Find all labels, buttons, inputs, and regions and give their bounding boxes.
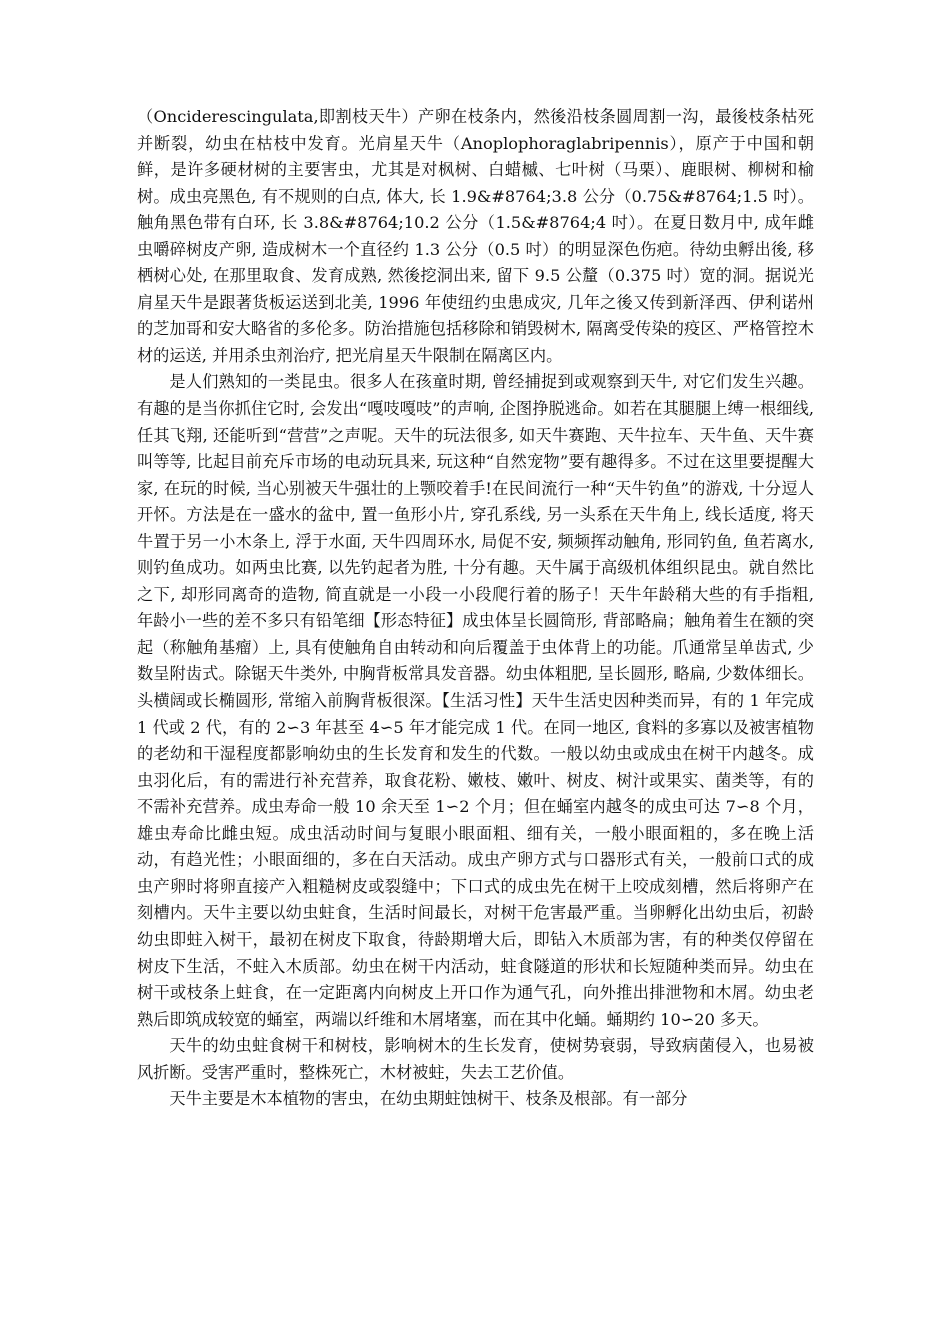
document-page xyxy=(137,104,814,1113)
paragraph-4: 天牛主要是木本植物的害虫，在幼虫期蛀蚀树干、枝条及根部。有一部分 xyxy=(169,1089,688,1109)
paragraph-2: 是人们熟知的一类昆虫。很多人在孩童时期, 曾经捕捉到或观察到天牛, 对它们发生兴趣。有趣的是当你抓住它时, 会发出“嘎吱嘎吱”的声响, 企图挣脱逃命。如若在其腿腿上缚一根细线, 任其飞翔, 还能听到“营营”之声呢。天牛的玩法很多, 如天牛赛跑、天牛拉车、天牛鱼、天牛赛叫等等, 比起目前充斥市场的电动玩具来, 玩这种“自然宠物”要有趣得多。不过在这里要提醒大家, 在玩的时候, 当心别被天牛强壮的上颚咬着手!在民间流行一种“天牛钓鱼”的游戏, 十分逗人开怀。方法是在一盛水的盆中, 置一鱼形小片, 穿孔系线, 另一头系在天牛角上, 线长适度, 将天牛置于另一小木条上, 浮于水面, 天牛四周环水, 局促不安, 频频挥动触角, 形同钓鱼, 鱼若离水, 则钓鱼成功。如两虫比赛, 以先钓起者为胜, 十分有趣。天牛属于高级机体组织昆虫。就自然比之下, 却形同离奇的造物, 简直就是一小段一小段爬行着的肠子！天牛年龄稍大些的有手指粗, 年龄小一些的差不多只有铅笔细【形态特征】成虫体呈长圆筒形, 背部略扁；触角着生在额的突起（称触角基瘤）上, 具有使触角自由转动和向后覆盖于虫体背上的功能。爪通常呈单齿式, 少数呈附齿式。除锯天牛类外, 中胸背板常具发音器。幼虫体粗肥, 呈长圆形, 略扁, 少数体细长。头横阔或长椭圆形, 常缩入前胸背板很深。【生活习性】天牛生活史因种类而异，有的 1 年完成 1 代或 2 代，有的 2∽3 年甚至 4∽5 年才能完成 1 代。在同一地区, 食料的多寡以及被害植物的老幼和干湿程度都影响幼虫的生长发育和发生的代数。一般以幼虫或成虫在树干内越冬。成虫羽化后，有的需进行补充营养，取食花粉、嫩枝、嫩叶、树皮、树汁或果实、菌类等，有的不需补充营养。成虫寿命一般 10 余天至 1∽2 个月；但在蛹室内越冬的成虫可达 7∽8 个月，雄虫寿命比雌虫短。成虫活动时间与复眼小眼面粗、细有关，一般小眼面粗的，多在晚上活动，有趋光性；小眼面细的，多在白天活动。成虫产卵方式与口器形式有关，一般前口式的成虫产卵时将卵直接产入粗糙树皮或裂缝中；下口式的成虫先在树干上咬成刻槽，然后将卵产在刻槽内。天牛主要以幼虫蛀食，生活时间最长，对树干危害最严重。当卵孵化出幼虫后，初龄幼虫即蛀入树干，最初在树皮下取食，待龄期增大后，即钻入木质部为害，有的种类仅停留在树皮下生活，不蛀入木质部。幼虫在树干内活动，蛀食隧道的形状和长短随种类而异。幼虫在树干或枝条上蛀食，在一定距离内向树皮上开口作为通气孔，向外推出排泄物和木屑。幼虫老熟后即筑成较宽的蛹室，两端以纤维和木屑堵塞，而在其中化蛹。蛹期约 10∽20 多天。 xyxy=(137,372,814,1029)
paragraph-1: （Onciderescingulata,即割枝天牛）产卵在枝条内，然後沿枝条圆周割一沟，最後枝条枯死并断裂，幼虫在枯枝中发育。光肩星天牛（Anoplophoraglabripennis），原产于中国和朝鲜，是许多硬材树的主要害虫，尤其是对枫树、白蜡槭、七叶树（马栗）、鹿眼树、柳树和榆树。成虫亮黑色, 有不规则的白点, 体大, 长 1.9&#8764;3.8 公分（0.75&#8764;1.5 吋）。触角黑色带有白环, 长 3.8&#8764;10.2 公分（1.5&#8764;4 吋）。在夏日数月中, 成年雌虫嚼碎树皮产卵, 造成树木一个直径约 1.3 公分（0.5 吋）的明显深色伤疤。待幼虫孵出後, 移栖树心处, 在那里取食、发育成熟, 然後挖洞出来, 留下 9.5 公釐（0.375 吋）宽的洞。据说光肩星天牛是跟著货板运送到北美, 1996 年使纽约虫患成灾, 几年之後又传到新泽西、伊利诺州的芝加哥和安大略省的多伦多。防治措施包括移除和销毁树木, 隔离受传染的疫区、严格管控木材的运送, 并用杀虫剂治疗, 把光肩星天牛限制在隔离区内。 xyxy=(137,107,814,365)
paragraph-3: 天牛的幼虫蛀食树干和树枝，影响树木的生长发育，使树势衰弱，导致病菌侵入，也易被风折断。受害严重时，整株死亡，木材被蛀，失去工艺价值。 xyxy=(137,1036,814,1082)
